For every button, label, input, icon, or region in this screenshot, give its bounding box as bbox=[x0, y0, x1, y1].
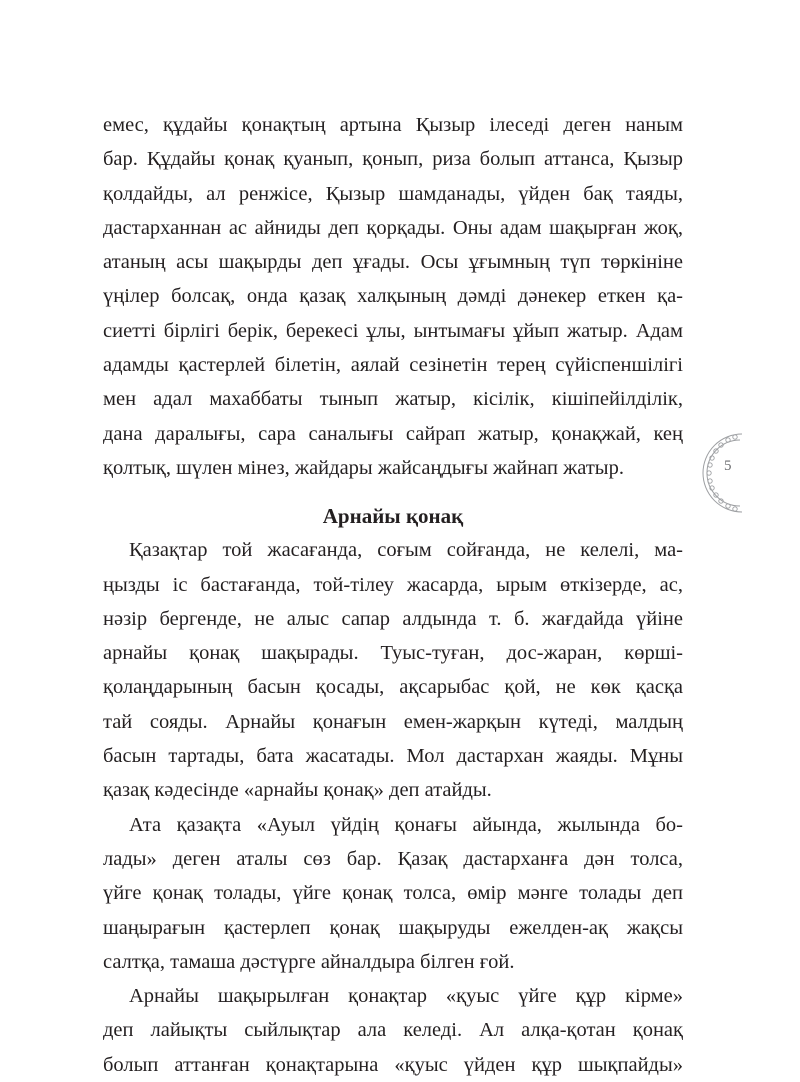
text-line: салтқа, тамаша дәстүрге айналдыра білген ғой. bbox=[103, 950, 515, 973]
text-line: болып аттанған қонақтарына «қуыс үйден құр шықпайды» bbox=[103, 1053, 683, 1076]
text-line: Арнайы шақырылған қонақтар «қуыс үйге құр кірме» bbox=[129, 985, 683, 1008]
text-line: ңызды іс бастағанда, той-тілеу жасарда, ырым өткізерде, ас, bbox=[103, 573, 683, 596]
text-line: лады» деген аталы сөз бар. Қазақ дастарханға дән толса, bbox=[103, 847, 683, 870]
text-line: тай сояды. Арнайы қонағын емен-жарқын күтеді, малдың bbox=[103, 710, 683, 733]
section-heading: Арнайы қонақ bbox=[322, 504, 464, 529]
text-line: атаның асы шақырды деп ұғады. Осы ұғымның түп төркініне bbox=[103, 251, 683, 274]
text-line: қолдайды, ал ренжісе, Қызыр шамданады, үйден бақ таяды, bbox=[103, 182, 683, 205]
text-line: сиетті бірлігі берік, берекесі ұлы, ынтымағы ұйып жатыр. Адам bbox=[103, 319, 683, 342]
page-number: 5 bbox=[724, 458, 732, 474]
text-line: адамды қастерлей білетін, аялай сезінетін терең сүйіспеншілігі bbox=[103, 354, 683, 377]
text-line: қолтық, шүлен мінез, жайдары жайсаңдығы жайнап жатыр. bbox=[103, 456, 624, 479]
text-line: шаңырағын қастерлеп қонақ шақыруды ежелден-ақ жақсы bbox=[103, 916, 683, 939]
text-line: Қазақтар той жасағанда, соғым сойғанда, не келелі, ма- bbox=[129, 539, 683, 562]
text-line: қазақ кәдесінде «арнайы қонақ» деп атайды. bbox=[103, 779, 492, 802]
section-heading-wrap bbox=[103, 485, 683, 533]
text-line: дастарханнан ас айниды деп қорқады. Оны адам шақырған жоқ, bbox=[103, 216, 683, 239]
text-line: басын тартады, бата жасатады. Мол дастархан жаяды. Мұны bbox=[103, 745, 683, 768]
text-line: үйге қонақ толады, үйге қонақ толса, өмір мәнге толады деп bbox=[103, 882, 683, 905]
text-line: мен адал махаббаты тынып жатыр, кісілік, кішіпейілділік, bbox=[103, 388, 683, 411]
text-line: арнайы қонақ шақырады. Туыс-туған, дос-жаран, көрші- bbox=[103, 642, 683, 665]
text-line: үңілер болсақ, онда қазақ халқының дәмді дәнекер еткен қа- bbox=[103, 285, 683, 308]
text-line: дана даралығы, сара саналығы сайрап жатыр, қонақжай, кең bbox=[103, 422, 683, 445]
text-line: қолаңдарының басын қосады, ақсарыбас қой, не көк қасқа bbox=[103, 676, 683, 699]
text-line: нәзір бергенде, не алыс сапар алдында т. б. жағдайда үйіне bbox=[103, 607, 683, 630]
page-text bbox=[103, 108, 683, 1082]
text-line: деп лайықты сыйлықтар ала келеді. Ал алқа-қотан қонақ bbox=[103, 1019, 683, 1042]
text-line: бар. Құдайы қонақ қуанып, қонып, риза болып аттанса, Қызыр bbox=[103, 148, 683, 171]
text-line: Ата қазақта «Ауыл үйдің қонағы айында, жылында бо- bbox=[129, 813, 683, 836]
text-line: емес, құдайы қонақтың артына Қызыр ілеседі деген наным bbox=[103, 114, 683, 136]
